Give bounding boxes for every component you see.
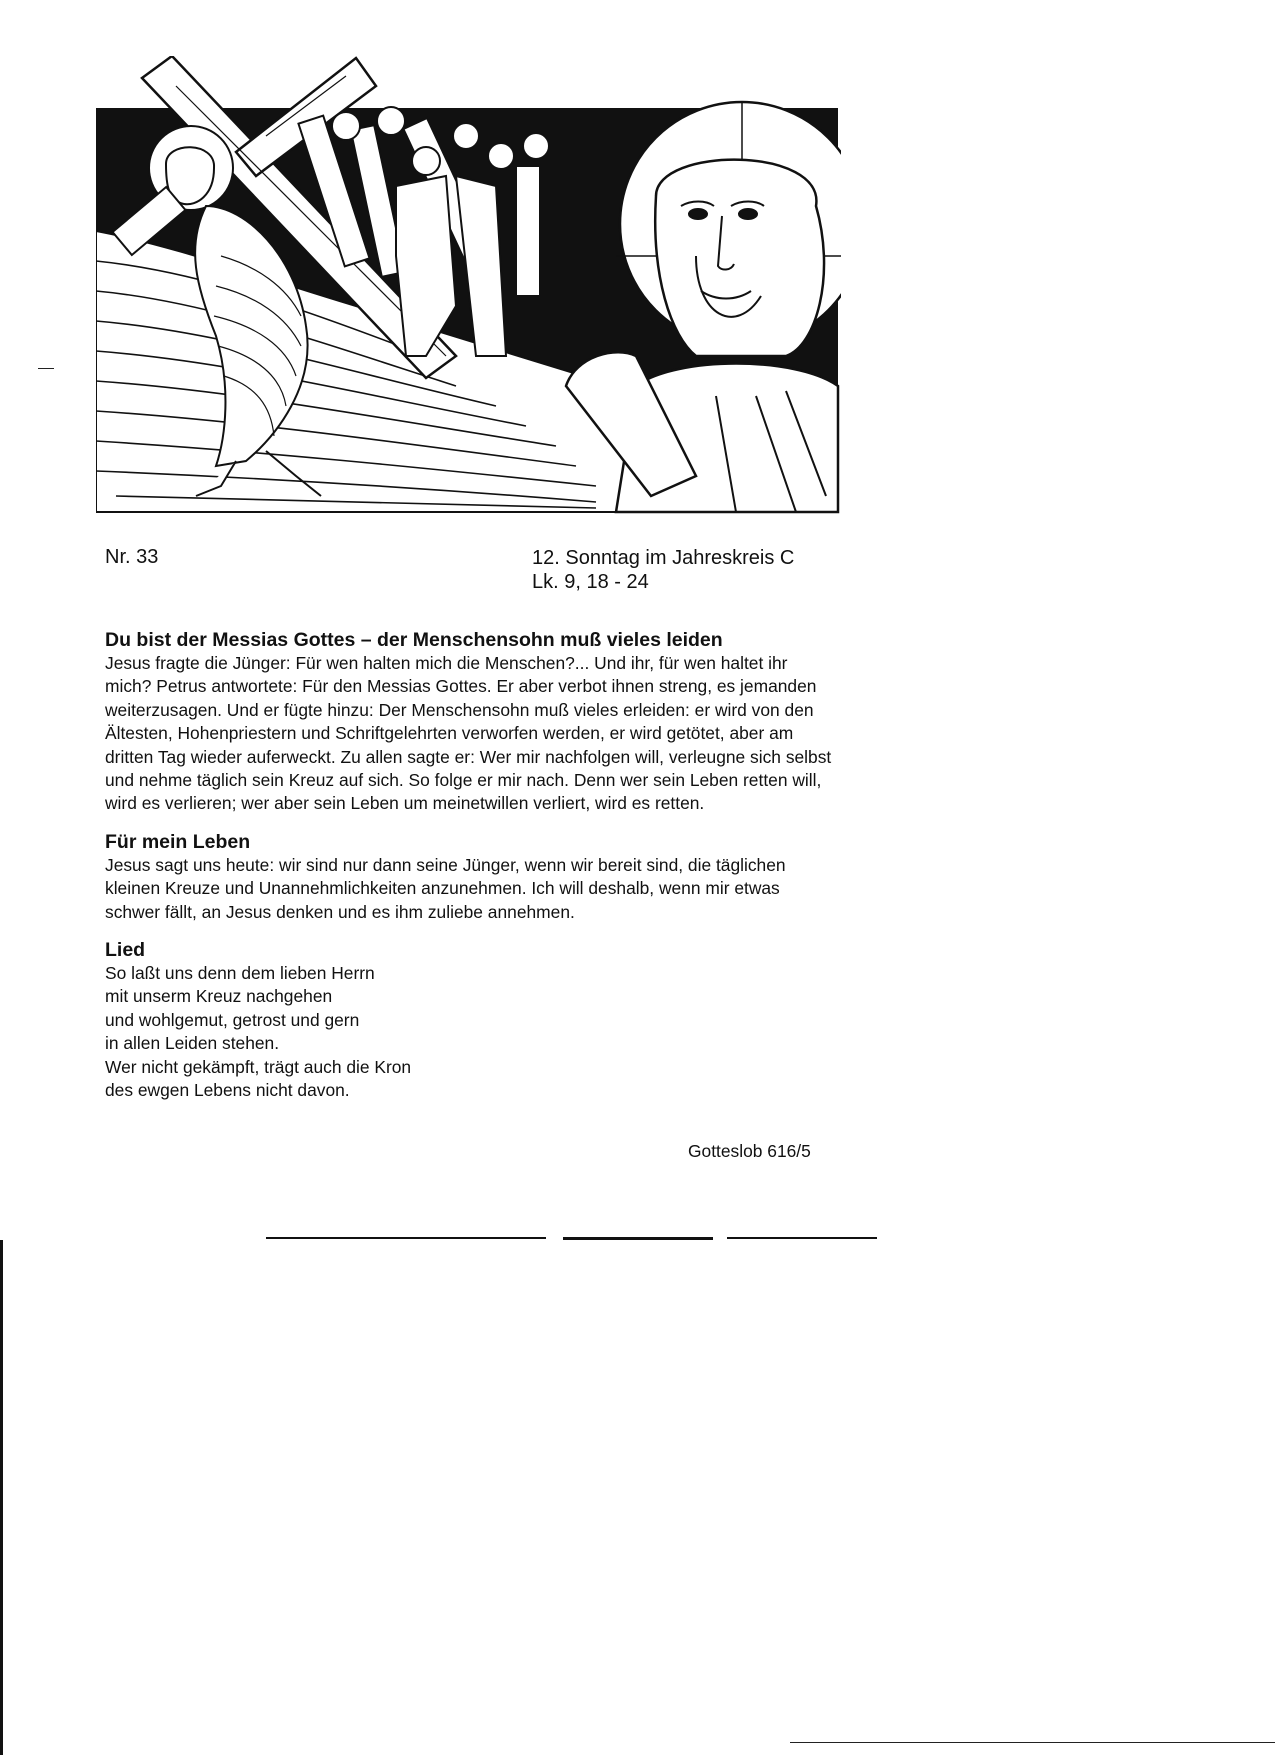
gospel-text: Jesus fragte die Jünger: Für wen halten mich die Menschen?... Und ihr, für wen haltet ihr mich? Petrus antwortete: Für den Messias Gottes. Er aber verbot ihnen streng, es jemanden weiterzusagen. Und er fügte hinzu: Der Menschensohn muß vieles erleiden: er wird von den Ältesten, Hohenpriestern und Schriftgelehrten verworfen werden, er wird getötet, aber am dritten Tag wieder auferweckt. Zu allen sagte er: Wer mir nachfolgen will, verleugne sich selbst und nehme täglich sein Kreuz auf sich. So folge er mir nach. Denn wer sein Leben retten will, wird es verlieren; wer aber sein Leben um meinetwillen verliert, wird es retten.	[105, 653, 832, 814]
sheet-number: Nr. 33	[105, 546, 159, 568]
song-line: Wer nicht gekämpft, trägt auch die Kron	[105, 1056, 412, 1077]
gospel-reference: Lk. 9, 18 - 24	[532, 571, 649, 593]
cut-line	[727, 1237, 877, 1239]
song-line: in allen Leiden stehen.	[105, 1033, 280, 1054]
song-source: Gotteslob 616/5	[688, 1141, 811, 1161]
cut-line	[266, 1237, 546, 1239]
for-my-life-title: Für mein Leben	[105, 830, 251, 853]
gospel-section	[105, 628, 835, 816]
song-line: des ewgen Lebens nicht davon.	[105, 1080, 350, 1101]
song-lines	[105, 962, 835, 1102]
song-line: und wohlgemut, getrost und gern	[105, 1009, 360, 1030]
song-line: mit unserm Kreuz nachgehen	[105, 986, 333, 1007]
song-section	[105, 938, 835, 1102]
scan-mark	[790, 1742, 1275, 1743]
for-my-life-section	[105, 830, 835, 924]
liturgical-date	[532, 546, 794, 594]
main-content	[105, 628, 835, 1117]
scan-edge	[0, 1240, 3, 1755]
scan-mark	[38, 368, 54, 369]
for-my-life-text: Jesus sagt uns heute: wir sind nur dann seine Jünger, wenn wir bereit sind, die täglichen kleinen Kreuze und Unannehmlichkeiten anzunehmen. Ich will deshalb, wenn mir etwas schwer fällt, an Jesus denken und es ihm zuliebe annehmen.	[105, 854, 786, 922]
cut-line	[563, 1237, 713, 1240]
illustration-jesus-carrying-cross	[96, 56, 841, 514]
song-title: Lied	[105, 939, 146, 962]
gospel-title: Du bist der Messias Gottes – der Menschensohn muß vieles leiden	[105, 629, 723, 651]
song-line: So laßt uns denn dem lieben Herrn	[105, 963, 375, 984]
sunday-label: 12. Sonntag im Jahreskreis C	[532, 547, 795, 569]
